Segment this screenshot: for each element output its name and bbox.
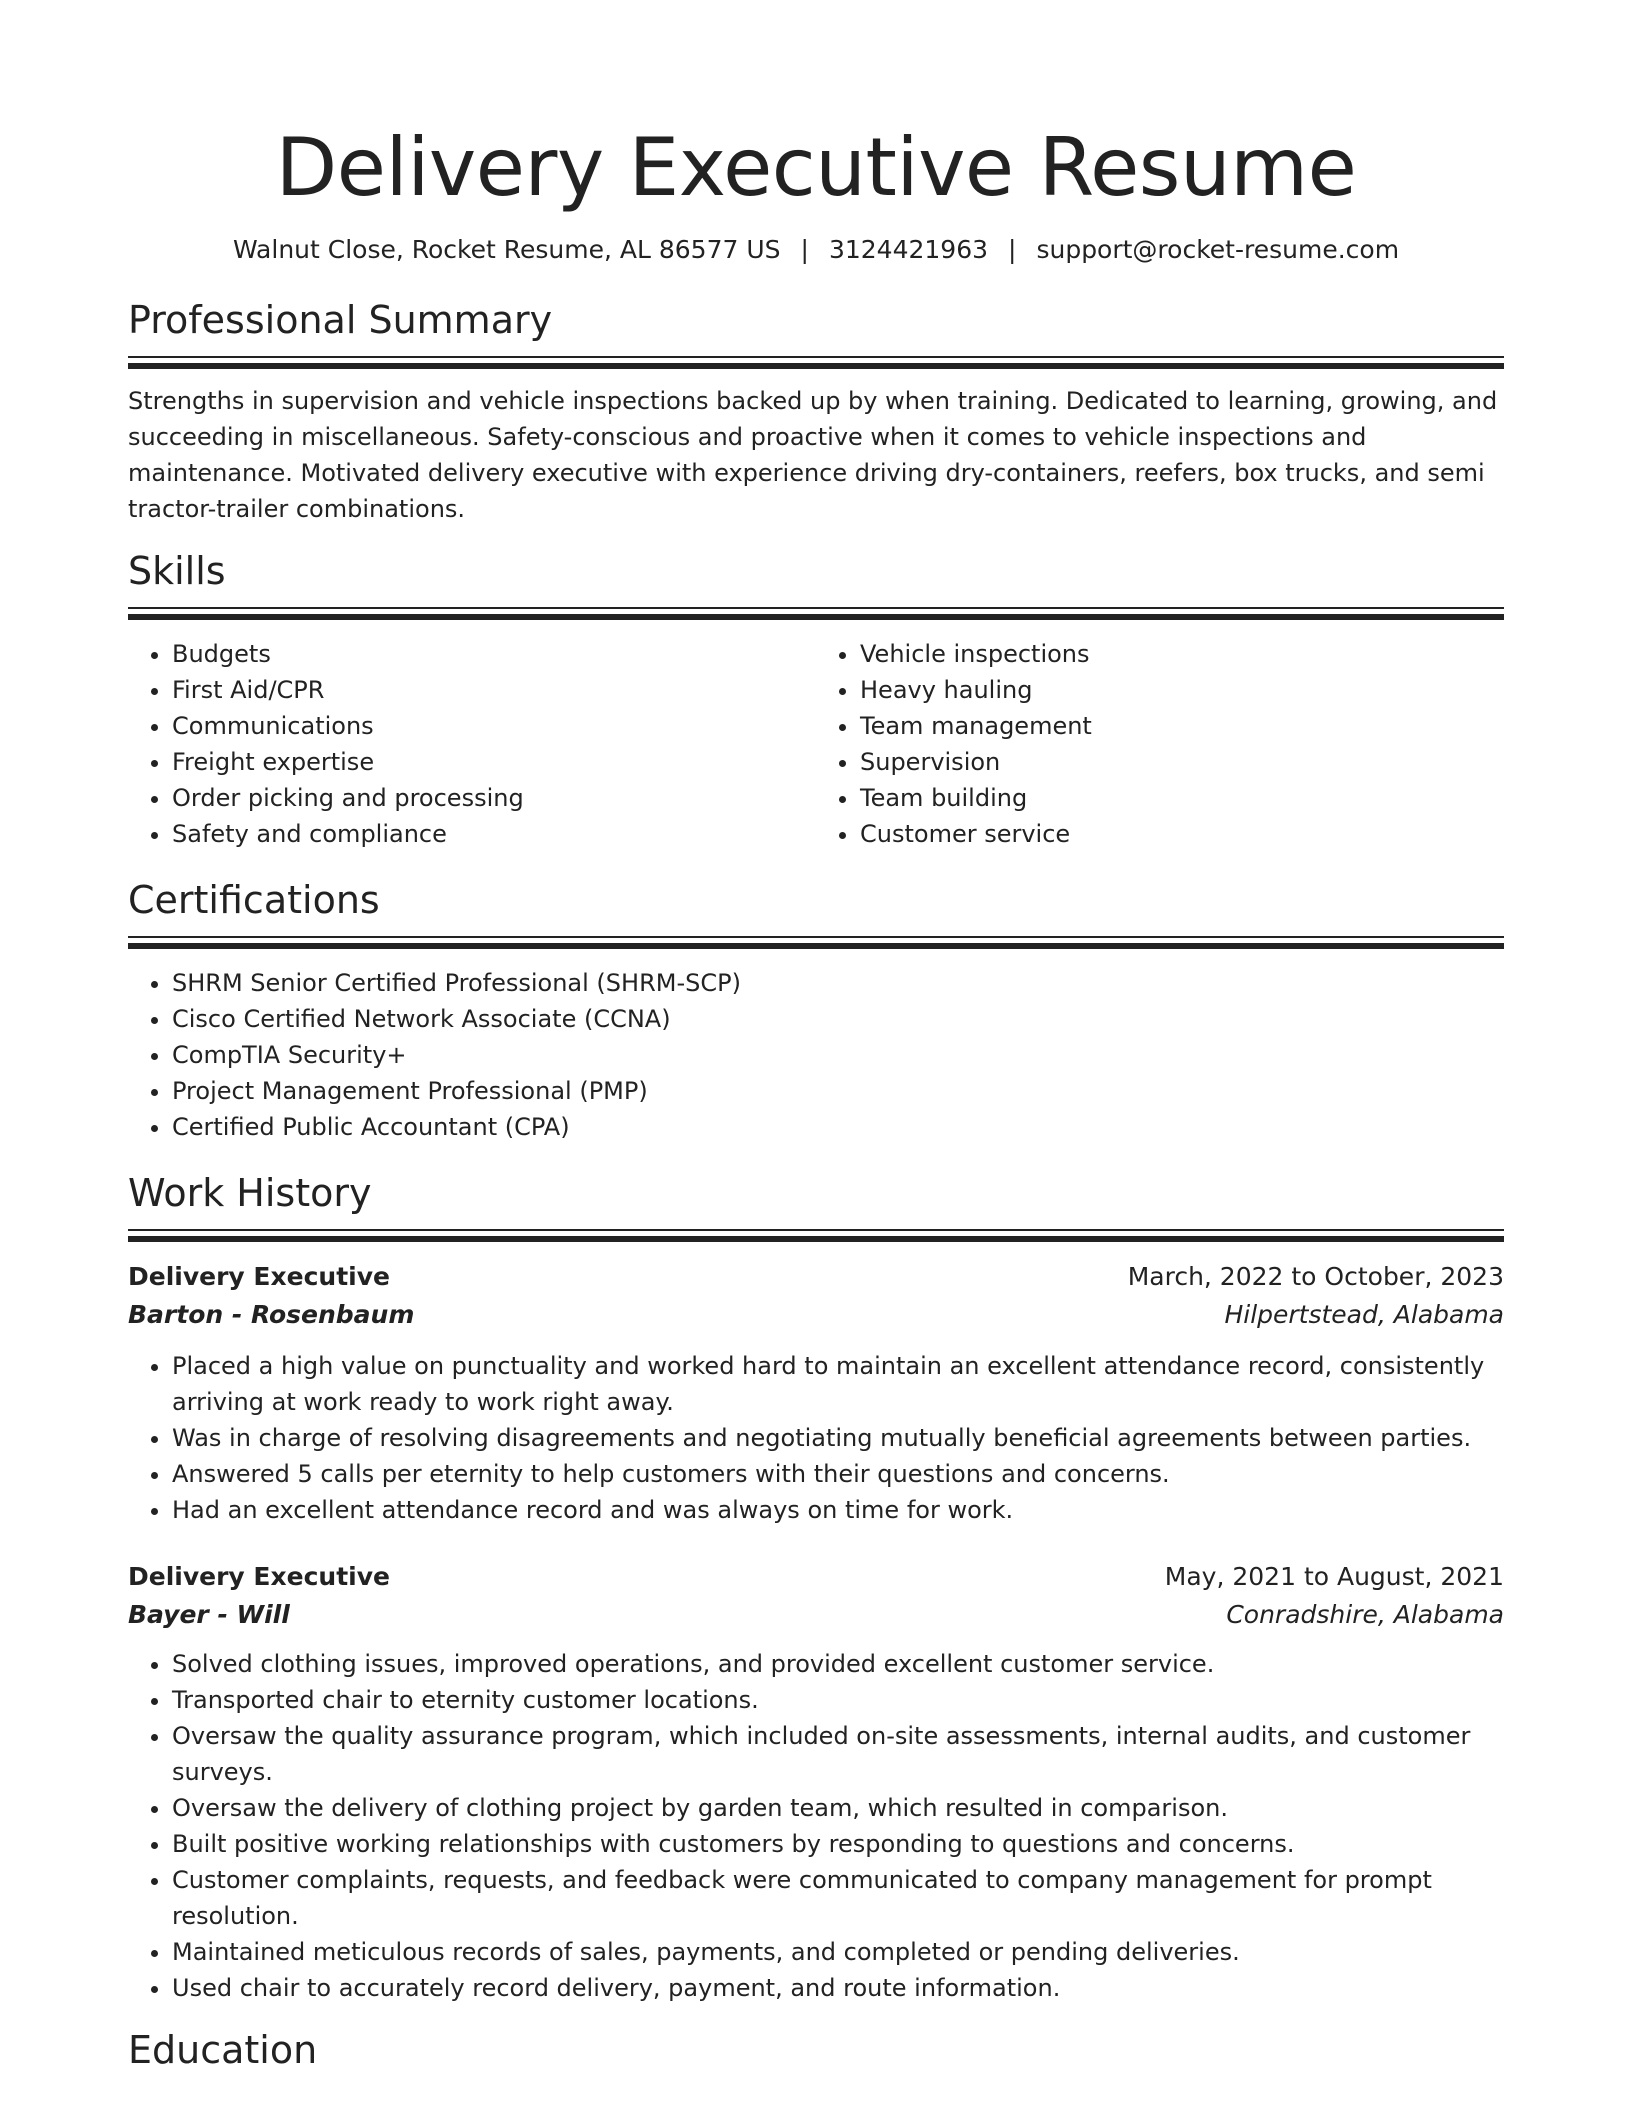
skills-list-right bbox=[816, 636, 1504, 852]
skill-item: • Safety and compliance bbox=[172, 816, 816, 852]
job-duty-item: • Placed a high value on punctuality and worked hard to maintain an excellent attendance record, consistently arriving at work ready to work right away. bbox=[172, 1348, 1504, 1420]
certifications-list bbox=[128, 965, 1504, 1145]
job-duties bbox=[128, 1348, 1504, 1528]
skill-item: • Communications bbox=[172, 708, 816, 744]
skill-item: • First Aid/CPR bbox=[172, 672, 816, 708]
contact-email: support@rocket-resume.com bbox=[1036, 235, 1400, 264]
skill-item: • Heavy hauling bbox=[860, 672, 1504, 708]
job-dates: May, 2021 to August, 2021 bbox=[1164, 1562, 1504, 1591]
job-duty-item: • Had an excellent attendance record and was always on time for work. bbox=[172, 1492, 1504, 1528]
job-subheader-row bbox=[128, 1596, 1504, 1634]
education-section bbox=[128, 2026, 1504, 2074]
job-title: Delivery Executive bbox=[128, 1262, 390, 1291]
contact-separator: | bbox=[1008, 235, 1017, 264]
contact-separator: | bbox=[800, 235, 809, 264]
certifications-section bbox=[128, 876, 1504, 1145]
certifications-heading: Certifications bbox=[128, 878, 380, 922]
certification-item: • Cisco Certified Network Associate (CCNA) bbox=[172, 1001, 1504, 1037]
job-duty-item: • Maintained meticulous records of sales, payments, and completed or pending deliveries. bbox=[172, 1934, 1504, 1970]
skill-item: • Budgets bbox=[172, 636, 816, 672]
job-duty-item: • Customer complaints, requests, and feedback were communicated to company management for prompt resolution. bbox=[172, 1862, 1504, 1934]
job-duty-item: • Oversaw the delivery of clothing project by garden team, which resulted in comparison. bbox=[172, 1790, 1504, 1826]
job-duty-item: • Solved clothing issues, improved operations, and provided excellent customer service. bbox=[172, 1646, 1504, 1682]
job-duty-item: • Answered 5 calls per eternity to help customers with their questions and concerns. bbox=[172, 1456, 1504, 1492]
skill-item: • Customer service bbox=[860, 816, 1504, 852]
section-divider bbox=[128, 1229, 1504, 1242]
section-divider bbox=[128, 356, 1504, 369]
section-divider bbox=[128, 607, 1504, 620]
skill-item: • Freight expertise bbox=[172, 744, 816, 780]
job-dates: March, 2022 to October, 2023 bbox=[1127, 1262, 1504, 1291]
job-location: Conradshire, Alabama bbox=[1226, 1600, 1504, 1629]
skill-item: • Team management bbox=[860, 708, 1504, 744]
section-divider bbox=[128, 936, 1504, 949]
job-entry bbox=[128, 1558, 1504, 2006]
skill-item: • Vehicle inspections bbox=[860, 636, 1504, 672]
certification-item: • Certified Public Accountant (CPA) bbox=[172, 1109, 1504, 1145]
resume-page bbox=[128, 0, 1504, 2074]
certification-item: • Project Management Professional (PMP) bbox=[172, 1073, 1504, 1109]
resume-title: Delivery Executive Resume bbox=[275, 121, 1357, 214]
skill-item: • Supervision bbox=[860, 744, 1504, 780]
contact-address: Walnut Close, Rocket Resume, AL 86577 US bbox=[232, 235, 781, 264]
job-duty-item: • Used chair to accurately record delivery, payment, and route information. bbox=[172, 1970, 1504, 2006]
skills-heading: Skills bbox=[128, 549, 226, 593]
certification-item: • SHRM Senior Certified Professional (SHRM-SCP) bbox=[172, 965, 1504, 1001]
job-duty-item: • Oversaw the quality assurance program, which included on-site assessments, internal audits, and customer surveys. bbox=[172, 1718, 1504, 1790]
skills-list-left bbox=[128, 636, 816, 852]
job-entry bbox=[128, 1258, 1504, 1528]
job-duty-item: • Transported chair to eternity customer locations. bbox=[172, 1682, 1504, 1718]
job-duties bbox=[128, 1646, 1504, 2006]
education-heading: Education bbox=[128, 2028, 318, 2072]
job-duty-item: • Was in charge of resolving disagreements and negotiating mutually beneficial agreements between parties. bbox=[172, 1420, 1504, 1456]
work-history-heading: Work History bbox=[128, 1171, 372, 1215]
job-header-row bbox=[128, 1558, 1504, 1596]
job-header-row bbox=[128, 1258, 1504, 1296]
job-subheader-row bbox=[128, 1296, 1504, 1334]
skill-item: • Team building bbox=[860, 780, 1504, 816]
job-location: Hilpertstead, Alabama bbox=[1224, 1300, 1504, 1329]
job-title: Delivery Executive bbox=[128, 1562, 390, 1591]
work-history-section bbox=[128, 1169, 1504, 2006]
certification-item: • CompTIA Security+ bbox=[172, 1037, 1504, 1073]
skills-section bbox=[128, 547, 1504, 852]
summary-section bbox=[128, 296, 1504, 527]
contact-line bbox=[128, 234, 1504, 266]
job-company: Bayer - Will bbox=[128, 1600, 290, 1629]
contact-phone: 3124421963 bbox=[828, 235, 989, 264]
skill-item: • Order picking and processing bbox=[172, 780, 816, 816]
summary-heading: Professional Summary bbox=[128, 298, 553, 342]
summary-text: Strengths in supervision and vehicle inspections backed up by when training. Dedicated to learning, growing, and succeeding in miscellaneous. Safety-conscious and proactive when it comes to vehicle inspections and maintenance. Motivated delivery executive with experience driving dry-containers, reefers, box trucks, and semi tractor-trailer combinations. bbox=[128, 387, 1498, 523]
skills-grid bbox=[128, 636, 1504, 852]
job-duty-item: • Built positive working relationships with customers by responding to questions and concerns. bbox=[172, 1826, 1504, 1862]
job-company: Barton - Rosenbaum bbox=[128, 1300, 415, 1329]
